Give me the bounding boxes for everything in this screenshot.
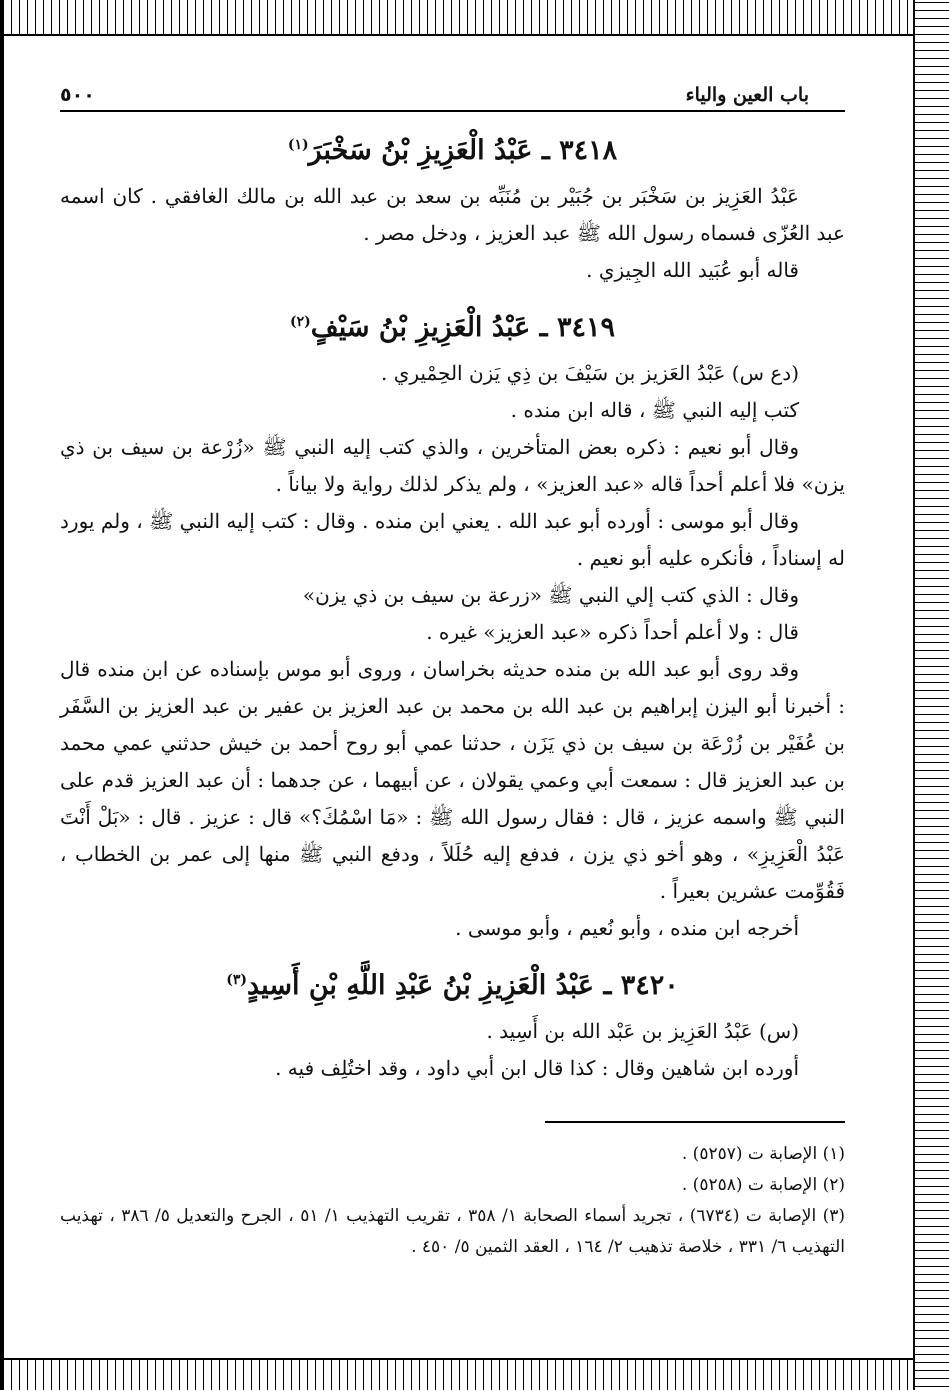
- paragraph: وقد روى أبو عبد الله بن منده حديثه بخراسان ، وروى أبو موس بإسناده عن ابن منده قال : أخبرنا أبو اليزن إبراهيم بن عبد الله بن محمد بن عبد العزيز بن عفير بن عبد العزيز بن السَّفَر بن عُفَيْر بن زُرْعَة بن سيف بن ذي يَزَن ، حدثنا عمي أبو روح أحمد بن خيش حدثني عمي محمد بن عبد العزيز قال : سمعت أبي وعمي يقولان ، عن أبيهما ، عن جدهما : أن عبد العزيز قدم على النبي ﷺ واسمه عزيز ، قال : فقال رسول الله ﷺ : «مَا اسْمُكَ؟» قال : عزيز . قال : «بَلْ أَنْتَ عَبْدُ الْعَزِيزِ» ، وهو أخو ذي يزن ، فدفع إليه حُلَلاً ، ودفع النبي ﷺ منها إلى عمر بن الخطاب ، فَقُوِّمت عشرين بعيراً .: [60, 657, 845, 903]
- entry-title-3418: ٣٤١٨ ـ عَبْدُ الْعَزِيزِ بْنُ سَخْبَرَ$^{(١)}$: [287, 135, 618, 166]
- entry-title-3419: ٣٤١٩ ـ عَبْدُ الْعَزِيزِ بْنُ سَيْفٍ$^{(٢)}$: [290, 312, 615, 343]
- footnote: (٢) الإصابة ت (٥٢٥٨) .: [681, 1175, 845, 1195]
- border-top: [0, 0, 949, 36]
- footnote-ref: (٢): [290, 314, 311, 330]
- paragraph: وقال أبو نعيم : ذكره بعض المتأخرين ، والذي كتب إليه النبي ﷺ «زُرْعة بن سيف بن ذي يزن» فلا أعلم أحداً قاله «عبد العزيز» ، ولم يذكر لذلك رواية ولا بياناً .: [60, 435, 845, 496]
- paragraph: وقال : الذي كتب إلي النبي ﷺ «زرعة بن سيف بن ذي يزن»: [302, 583, 799, 607]
- running-header: [60, 62, 845, 112]
- page-content: [60, 62, 845, 1263]
- paragraph: (س) عَبْدُ العَزِيز بن عَبْد الله بن أَسِيد .: [486, 1019, 799, 1043]
- paragraph: قاله أبو عُبَيد الله الجِيزي .: [586, 258, 799, 282]
- footnote-ref: (١): [287, 137, 309, 153]
- footnote-divider: [545, 1121, 845, 1123]
- border-bottom: [0, 1358, 949, 1390]
- footnotes: [60, 1139, 845, 1263]
- footnote-ref: (٣): [226, 972, 247, 988]
- paragraph: أورده ابن شاهين وقال : كذا قال ابن أبي داود ، وقد اختُلِف فيه .: [275, 1056, 799, 1080]
- border-left: [0, 0, 4, 1390]
- paragraph: أخرجه ابن منده ، وأبو نُعيم ، وأبو موسى .: [455, 916, 799, 940]
- paragraph: عَبْدُ العَزِيز بن سَخْبَر بن جُبَيْر بن مُنَبِّه بن سعد بن عبد الله بن مالك الغافقي . كان اسمه عبد العُزّى فسماه رسول الله ﷺ عبد العزيز ، ودخل مصر .: [60, 184, 845, 245]
- main-text: [60, 118, 845, 1087]
- chapter-title: باب العين والياء: [685, 84, 809, 106]
- footnote: (٣) الإصابة ت (٦٧٣٤) ، تجريد أسماء الصحابة ١/ ٣٥٨ ، تقريب التهذيب ١/ ٥١ ، الجرح والتعديل ٥/ ٣٨٦ ، تهذيب التهذيب ٦/ ٣٣١ ، خلاصة تذهيب ٢/ ١٦٤ ، العقد الثمين ٥/ ٤٥٠ .: [60, 1206, 845, 1257]
- paragraph: قال : ولا أعلم أحداً ذكره «عبد العزيز» غيره .: [426, 620, 799, 644]
- paragraph: وقال أبو موسى : أورده أبو عبد الله . يعني ابن منده . وقال : كتب إليه النبي ﷺ ، ولم يورد له إسناداً ، فأنكره عليه أبو نعيم .: [60, 509, 845, 570]
- paragraph: (دع س) عَبْدُ العَزيز بن سَيْفَ بن ذِي يَزن الحِمْيري .: [381, 361, 799, 385]
- entry-title-3420: ٣٤٢٠ ـ عَبْدُ الْعَزِيزِ بْنُ عَبْدِ اللَّهِ بْنِ أَسِيدٍ$^{(٣)}$: [226, 970, 679, 1001]
- page-number: ٥٠٠: [60, 84, 95, 106]
- border-right: [913, 0, 949, 1390]
- footnote: (١) الإصابة ت (٥٢٥٧) .: [681, 1144, 845, 1164]
- paragraph: كتب إليه النبي ﷺ ، قاله ابن منده .: [510, 398, 799, 422]
